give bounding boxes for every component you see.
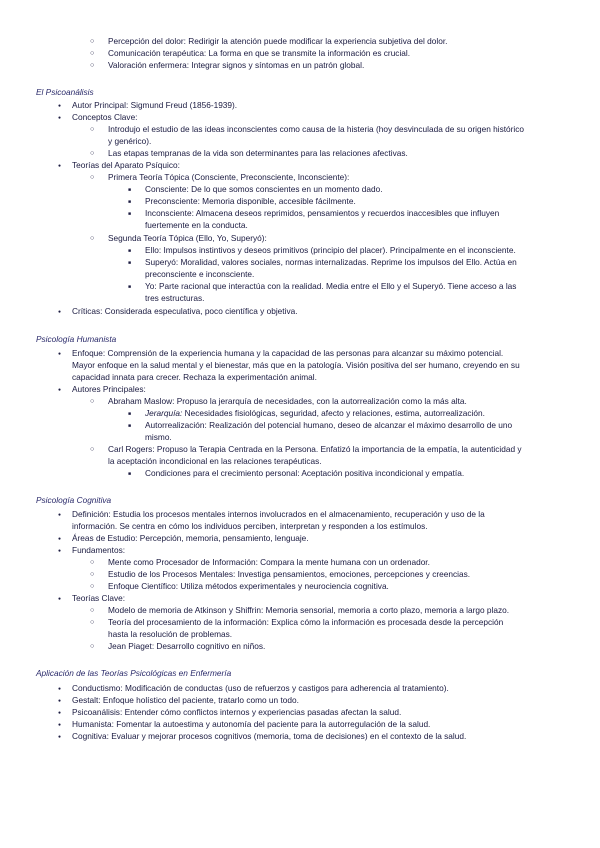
bullet-circle [90, 36, 94, 47]
list-item: Autorrealización: Realización del potencial humano, deseo de alcanzar el máximo desarrollo de uno [145, 420, 513, 430]
bullet-disc [58, 306, 61, 318]
bullet-circle [90, 396, 94, 407]
list-item: Comunicación terapéutica: La forma en que se transmite la información es crucial. [108, 48, 411, 58]
jerarquia-label: Jerarquía: [145, 408, 183, 418]
section-heading-psicoanalisis: El Psicoanálisis [36, 87, 94, 97]
section-heading-humanista: Psicología Humanista [36, 334, 117, 344]
list-item: Abraham Maslow: Propuso la jerarquía de necesidades, con la autorrealización como la más alta. [108, 396, 467, 406]
bullet-circle [90, 48, 94, 59]
list-item: Mente como Procesador de Información: Compara la mente humana con un ordenador. [108, 557, 430, 567]
bullet-circle [90, 605, 94, 616]
bullet-disc [58, 509, 61, 521]
bullet-circle [90, 148, 94, 159]
bullet-disc [58, 719, 61, 731]
list-item-continuation: mismo. [145, 432, 172, 442]
bullet-disc [58, 100, 61, 112]
list-item: Conceptos Clave: [72, 112, 138, 122]
list-item: Teorías Clave: [72, 593, 126, 603]
bullet-disc [58, 160, 61, 172]
list-item-continuation: fuertemente en la conducta. [145, 220, 248, 230]
bullet-circle [90, 581, 94, 592]
bullet-disc [58, 695, 61, 707]
bullet-square [128, 245, 131, 257]
list-item-continuation: preconsciente e inconsciente. [145, 269, 255, 279]
list-item: Yo: Parte racional que interactúa con la realidad. Media entre el Ello y el Superyó. Tiene acceso a las [145, 281, 517, 291]
bullet-disc [58, 112, 61, 124]
list-item: Jean Piaget: Desarrollo cognitivo en niños. [108, 641, 266, 651]
list-item: Percepción del dolor: Redirigir la atención puede modificar la experiencia subjetiva del dolor. [108, 36, 448, 46]
list-item: Primera Teoría Tópica (Consciente, Preconsciente, Inconsciente): [108, 172, 350, 182]
bullet-square [128, 257, 131, 269]
bullet-disc [58, 707, 61, 719]
list-item: Segunda Teoría Tópica (Ello, Yo, Superyó): [108, 233, 267, 243]
list-item: Valoración enfermera: Integrar signos y síntomas en un patrón global. [108, 60, 365, 70]
jerarquia-text: Necesidades fisiológicas, seguridad, afecto y relaciones, estima, autorrealización. [182, 408, 485, 418]
list-item: Psicoanálisis: Entender cómo conflictos internos y experiencias pasadas afectan la salud. [72, 707, 402, 717]
list-item-continuation: tres estructuras. [145, 293, 205, 303]
bullet-circle [90, 617, 94, 628]
list-item: Enfoque: Comprensión de la experiencia humana y la capacidad de las personas para alcanzar su máximo potencial. [72, 348, 504, 358]
section-heading-cognitiva: Psicología Cognitiva [36, 495, 112, 505]
bullet-circle [90, 557, 94, 568]
bullet-circle [90, 569, 94, 580]
list-item-continuation: la aceptación incondicional en las relaciones terapéuticas. [108, 456, 322, 466]
bullet-disc [58, 545, 61, 557]
list-item: Enfoque Científico: Utiliza métodos experimentales y neurociencia cognitiva. [108, 581, 389, 591]
list-item: Humanista: Fomentar la autoestima y autonomía del paciente para la autorregulación de la salud. [72, 719, 431, 729]
bullet-disc [58, 533, 61, 545]
list-item-continuation: hasta la resolución de problemas. [108, 629, 233, 639]
bullet-disc [58, 731, 61, 743]
list-item: Críticas: Considerada especulativa, poco científica y objetiva. [72, 306, 298, 316]
list-item-continuation: capacidad innata para crecer. Rechaza la experimentación animal. [72, 372, 317, 382]
list-item: Definición: Estudia los procesos mentales internos involucrados en el almacenamiento, recuperación y uso de la [72, 509, 485, 519]
list-item: Modelo de memoria de Atkinson y Shiffrin: Memoria sensorial, memoria a corto plazo, memoria a largo plazo. [108, 605, 510, 615]
list-item: Estudio de los Procesos Mentales: Investiga pensamientos, emociones, percepciones y creencias. [108, 569, 471, 579]
list-item: Cognitiva: Evaluar y mejorar procesos cognitivos (memoria, toma de decisiones) en el contexto de la salud. [72, 731, 467, 741]
list-item: Condiciones para el crecimiento personal: Aceptación positiva incondicional y empatía. [145, 468, 465, 478]
list-item: Teoría del procesamiento de la información: Explica cómo la información es procesada desde la percepción [108, 617, 504, 627]
bullet-square [128, 281, 131, 293]
list-item: Gestalt: Enfoque holístico del paciente, tratarlo como un todo. [72, 695, 299, 705]
list-item: Preconsciente: Memoria disponible, accesible fácilmente. [145, 196, 356, 206]
bullet-square [128, 208, 131, 220]
bullet-square [128, 468, 131, 480]
list-item-continuation: información. Se centra en cómo los individuos perciben, interpretan y responden a los estímulos. [72, 521, 428, 531]
list-item: Las etapas tempranas de la vida son determinantes para las relaciones afectivas. [108, 148, 408, 158]
bullet-circle [90, 641, 94, 652]
bullet-disc [58, 348, 61, 360]
list-item: Superyó: Moralidad, valores sociales, normas internalizadas. Reprime los impulsos del Ello. Actúa en [145, 257, 517, 267]
bullet-disc [58, 683, 61, 695]
list-item: Introdujo el estudio de las ideas inconscientes como causa de la histeria (hoy desvinculada de su origen histórico [108, 124, 525, 134]
section-heading-aplicacion: Aplicación de las Teorías Psicológicas en Enfermería [36, 668, 232, 678]
list-item-continuation: Mayor enfoque en la salud mental y el bienestar, más que en la patología. Visión positiva del ser humano, creyendo en su [72, 360, 520, 370]
bullet-square [128, 196, 131, 208]
bullet-square [128, 420, 131, 432]
list-item: Fundamentos: [72, 545, 126, 555]
list-item: Inconsciente: Almacena deseos reprimidos, pensamientos y recuerdos inaccesibles que influyen [145, 208, 500, 218]
list-item: Conductismo: Modificación de conductas (uso de refuerzos y castigos para adherencia al tratamiento). [72, 683, 449, 693]
bullet-square [128, 408, 131, 420]
bullet-circle [90, 60, 94, 71]
bullet-disc [58, 384, 61, 396]
list-item: Autores Principales: [72, 384, 146, 394]
bullet-disc [58, 593, 61, 605]
bullet-circle [90, 444, 94, 455]
bullet-circle [90, 172, 94, 183]
list-item [145, 408, 485, 419]
list-item: Consciente: De lo que somos conscientes en un momento dado. [145, 184, 383, 194]
list-item: Carl Rogers: Propuso la Terapia Centrada en la Persona. Enfatizó la importancia de la empatía, la autenticidad y [108, 444, 522, 454]
list-item: Teorías del Aparato Psíquico: [72, 160, 180, 170]
list-item-continuation: y genérico). [108, 136, 152, 146]
list-item: Áreas de Estudio: Percepción, memoria, pensamiento, lenguaje. [72, 533, 309, 543]
bullet-circle [90, 124, 94, 135]
list-item: Ello: Impulsos instintivos y deseos primitivos (principio del placer). Principalmente en el inconsciente. [145, 245, 516, 255]
list-item: Autor Principal: Sigmund Freud (1856-1939). [72, 100, 238, 110]
bullet-square [128, 184, 131, 196]
bullet-circle [90, 233, 94, 244]
